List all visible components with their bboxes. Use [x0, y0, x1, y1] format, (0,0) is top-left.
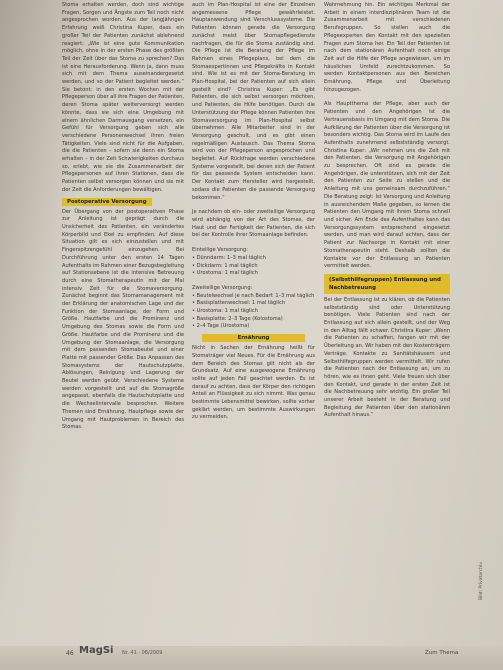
body-paragraph: Der Übergang von der postoperativen Phase zur Anleitung ist geprägt durch die Unsicherheit des Patienten, ein verändertes Körperbild und Ekel zu empfinden. Auf diese Situation gilt es sich einzustellen und mit Fingerspitzengefühl einzugehen. Bei Durchführung unter den ersten 14 Tagen Aufenthalts im Rahmen einer Bezugsbegleitung auf Stationsebene ist die intensive Betreuung durch eine Stomatherapeutin mit der Mal intensiv Zeit für die Stomaversorgung. Zunächst beginnt das Stomamanagement mit der Erklärung der anatomischen Lage und der Funktion der Stomaanlage, der Form und Größe. Hautfarbe und die Prominenz und Umgebung des Stomas sowie die Form und Größe. Hautfarbe und die Prominenz und die Umgebung der Stomaanlage, die Versorgung mit dem passenden Stomabeutel und einer Platte mit passender Größe. Das Anpassen des Stomasystems der Hautschutzplatte, Ablösungen, Reinigung und Lagerung der Beutel werden geübt. Verschiedene Systeme werden vorgestellt und auf die Stomagröße angepasst, ebenfalls die Hautschutzplatte und die Wechselintervalle besprochen. Weitere Themen sind Ernährung, Hautpflege sowie der Umgang mit Hautproblemen in Bereich des Stomas.	[62, 208, 184, 431]
body-paragraph: Wahrnehmung hin. Ein wichtiges Merkmal der Arbeit in einem interdisziplinären Team ist die Zusammenarbeit mit verschiedenen Berufsgruppen. So stellen auch die Pflegeexperten den Kontakt mit den speziellen Fragen zum Stoma her. Ein Teil der Patienten ist nach dem stationären Aufenthalt noch einige Zeit auf die Hilfe der Pflege angewiesen, um im häuslichen Umfeld zurechtzukommen. So werden Kontaktpersonen aus den Bereichen Ernährung, Pflege und Überleitung hinzugezogen.	[324, 2, 450, 93]
body-paragraph: Nicht in Sachen der Ernährung heißt für Stomaträger viel Neues. Für die Ernährung aus dem Bereich des Stomas gilt nicht als der Grundsatz. Auf eine ausgewogene Ernährung sollte auf jeden Fall geachtet werden. Es ist darauf zu achten, dass der Körper den richtigen Anteil an Flüssigkeit zu sich nimmt. Was genau bestimmte Lebensmittel bewirken, sollte vorher geklärt werden, um bestimmte Auswirkungen zu vermeiden.	[192, 345, 315, 421]
list-item: • Dickdarm: 1 mal täglich	[192, 262, 258, 269]
text-column-middle	[192, 2, 315, 422]
list-item: • 2–4 Tage (Urostoma)	[192, 323, 250, 330]
issue-info: Nr. 41 · 06/2009	[122, 650, 163, 656]
list-title: Zweiteilige Versorgung:	[192, 284, 253, 291]
list-item: • Urostoma: 1 mal täglich	[192, 308, 258, 315]
body-paragraph: Je nachdem ob ein- oder zweiteilige Versorgung wird abhängig von der Art des Stomas, der Haut und der Fertigkeit der Patienten, die sich bei der Kontrolle ihrer Stomaanlage befinden.	[192, 209, 315, 239]
magazine-logo: MagSi	[79, 645, 114, 656]
care-frequency-list	[192, 255, 315, 278]
section-heading: (Selbsthilfegruppen) Entlassung und Nachbetreuung	[324, 274, 450, 294]
list-item: • Urostoma: 1 mal täglich	[192, 270, 258, 277]
list-item: • Basisplattenwechsel: 1 mal täglich	[192, 300, 286, 307]
care-frequency-list	[192, 293, 315, 332]
list-item: • Basisplatte: 2–3 Tage (Kolostoma)	[192, 315, 283, 322]
list-title: Einteilige Versorgung:	[192, 247, 248, 254]
page-number: 46	[66, 650, 74, 657]
section-heading: Postoperative Versorgung	[62, 198, 152, 206]
list-item: • Dünndarm: 1–3 mal täglich	[192, 254, 266, 261]
text-column-left	[62, 2, 184, 432]
photo-credit: Bild: Privatarchiv	[479, 561, 484, 600]
text-column-right	[324, 2, 450, 420]
body-paragraph: Stoma erhalten werden, doch sind wichtige Fragen, Sorgen und Ängste zum Teil noch nicht angesprochen worden. Aus der langjährigen Erfahrung weiß Christina Kuper, dass ein großer Teil der Patienten zunächst ablehnend reagiert: „Wie ist eine gute Kommunikation möglich, ohne in der ersten Phase des größten Teil der Zeit über das Stoma zu sprechen? Das ist eine Herausforderung. Wenn ja, dann muss sich mit dem Thema auseinandergesetzt werden, und so der Patient begleitet werden.“ Sie betont: in den ersten Wochen mit der Pflegeperson über all ihre Fragen der Patienten, deren Stoma später weiterversorgt werden könnte, dass sie sich eine Umgebung mit einem ähnlichen Darmausgang versetzen, ein Gefühl für Versorgung geben sich alle verschiedene Personenwechsel ihren freien Tätigkeiten. Viele sind nicht für die Aufgaben, die die Patienten – sofern sie denn ein Stoma erhalten – in der Zeit Schwierigkeiten durchaus so, erlebt, wie sie die Zusammenarbeit der Pflegepersonen auf ihren Stationen, dass die Patienten selbst versorgen können und sie mit der Zeit die Anforderungen bewältigen.	[62, 2, 184, 193]
section-heading: Ernährung	[202, 334, 305, 342]
body-paragraph: Bei der Entlassung ist zu klären, ob die Patienten selbstständig sind oder Unterstützung benötigen. Viele Patienten sind nach der Entlassung auf sich allein gestellt, und der Weg in den Alltag fällt schwer. Christina Kuper: „Wenn die Patienten zu schaffen, fangen wir mit der Überleitung an. Wir haben mit den Kostenträgern Verträge. Kontakte zu Sanitätshäusern und Selbsthilfegruppen werden vermittelt. Wir rufen die Patienten nach der Entlassung an, um zu hören, wie es ihnen geht. Viele freuen sich über den Kontakt, und gerade in der ersten Zeit ist die Nachbetreuung sehr wichtig. Ein großer Teil unserer Arbeit besteht in der Beratung und Begleitung der Patienten über den stationären Aufenthalt hinaus.“	[324, 296, 450, 419]
body-paragraph: Als Hauptthema der Pflege, aber auch der Patienten und den Angehörigen ist die Vertrauensbasis im Umgang mit dem Stoma. Die Aufklärung der Patienten über die Versorgung ist besonders wichtig. Das Stoma wird im Laufe des Aufenthalts zunehmend selbstständig versorgt. Christina Kuper: „Wir nehmen uns die Zeit mit den Patienten, die Versorgung mit Angehörigen zu besprechen. Oft sind es gerade die Angehörigen, die unterstützen, sich mit der Zeit den Patienten zur Seite zu stellen und die Anleitung mit uns gemeinsam durchzuführen.“ Die Beratung zeigt: Ist Versorgung und Anleitung in ausreichendem Maße gegeben, so lernen die Patienten den Umgang mit ihrem Stoma schnell und sicher. Am Ende des Aufenthaltes kann das Versorgungssystem entsprechend eingesetzt werden, und man wird darauf achten, dass der Patient zur Nachsorge in Kontakt mit einer Stomatherapeutin steht. Deshalb sollten die Kontakte vor der Entlassung an Patienten vermittelt werden.	[324, 101, 450, 270]
section-label: Zum Thema	[425, 650, 459, 656]
list-item: • Beutelwechsel je nach Bedarf: 1–3 mal täglich	[192, 292, 315, 299]
body-paragraph: auch im Plan-Hospital ist eine der Einzelnen angemessene Pflege gewährleistet. Hauptanwendung sind Verschlusssysteme. Die Patienten können gerade die Versorgung zunächst meist über Stomapflegedienste nachfragen, die für die Stoma zuständig sind. Die Pflege ist die Beratung der Pflege im Rahmen eines Pflegeplans, bei dem die Stomaexpertinnen und Pflegekräfte in Kontakt sind. Wie ist es mit der Stoma-Beratung im Plan-Hospital, bei der Patienten auf sich allein gestellt sind? Christina Kuper: „Es gibt Patienten, die sich selbst versorgen möchten, und Patienten, die Hilfe benötigen. Durch die Unterstützung der Pflege können Patienten ihre Stomaversorgung im Plan-Hospital selbst übernehmen. Alle Mitarbeiter sind in der Versorgung geschult, und es gibt einen regelmäßigen Austausch. Das Thema Stoma wird von der Pflegeperson angesprochen und begleitet. Auf Rückfrage werden verschiedene Systeme vorgestellt, bei denen sich der Patient für das passende System entscheiden kann. Der Kontakt zum Hersteller wird hergestellt, sodass die Patienten die passende Versorgung bekommen.“	[192, 2, 315, 201]
